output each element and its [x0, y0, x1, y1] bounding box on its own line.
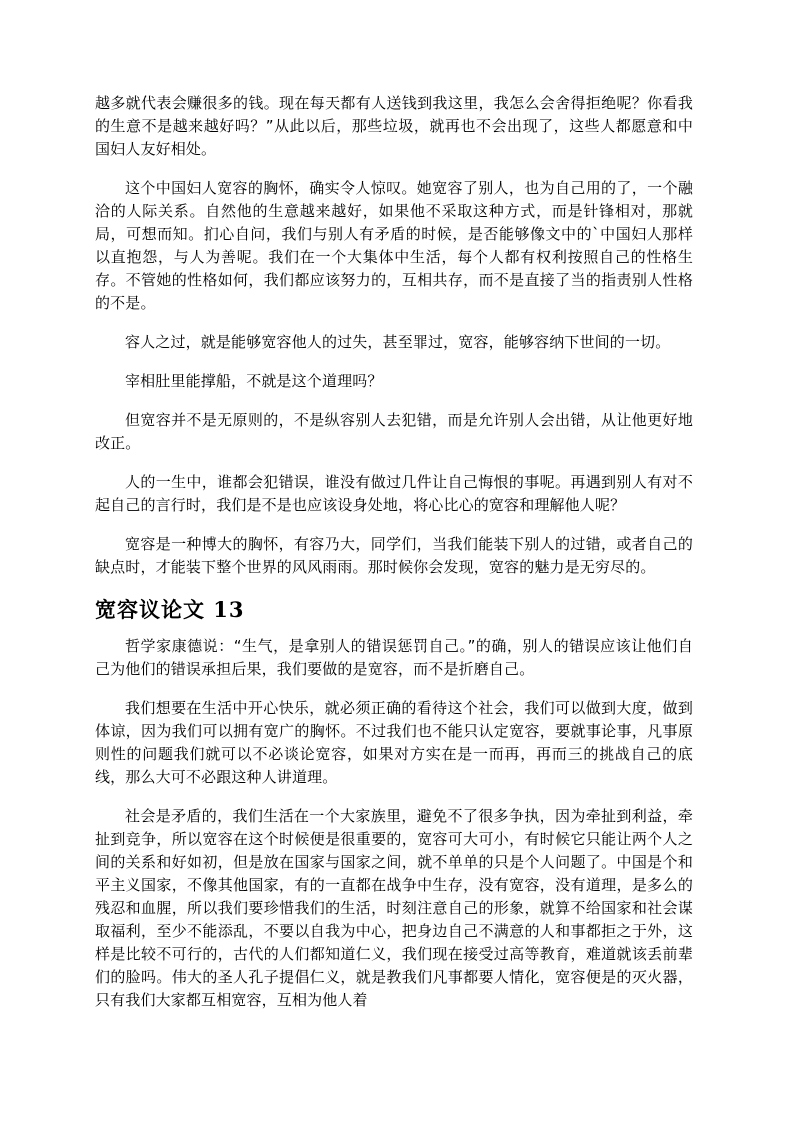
paragraph: 哲学家康德说：“生气，是拿别人的错误惩罚自己。”的确，别人的错误应该让他们自己为他们的错误承担后果，我们要做的是宽容，而不是折磨自己。 [95, 637, 693, 678]
paragraph: 我们想要在生活中开心快乐，就必须正确的看待这个社会，我们可以做到大度，做到体谅，因为我们可以拥有宽广的胸怀。不过我们也不能只认定宽容，要就事论事，凡事原则性的问题我们就可以不必谈论宽容，如果对方实在是一而再，再而三的挑战自己的底线，那么大可不必跟这种人讲道理。 [95, 699, 693, 786]
paragraph: 宽容是一种博大的胸怀，有容乃大，同学们，当我们能装下别人的过错，或者自己的缺点时，才能装下整个世界的风风雨雨。那时候你会发现，宽容的魅力是无穷尽的。 [95, 535, 693, 576]
paragraph: 宰相肚里能撑船，不就是这个道理吗？ [125, 372, 383, 390]
paragraph: 越多就代表会赚很多的钱。现在每天都有人送钱到我这里，我怎么会舍得拒绝呢？你看我的生意不是越来越好吗？”从此以后，那些垃圾，就再也不会出现了，这些人都愿意和中国妇人友好相处。 [95, 94, 693, 158]
document-body [95, 92, 693, 1028]
paragraph: 容人之过，就是能够宽容他人的过失，甚至罪过，宽容，能够容纳下世间的一切。 [125, 333, 671, 351]
paragraph: 但宽容并不是无原则的，不是纵容别人去犯错，而是允许别人会出错，从让他更好地改正。 [95, 411, 693, 452]
paragraph: 这个中国妇人宽容的胸怀，确实令人惊叹。她宽容了别人，也为自己用的了，一个融洽的人际关系。自然他的生意越来越好，如果他不采取这种方式，而是针锋相对，那就局，可想而知。扪心自问，我们与别人有矛盾的时候，是否能够像文中的`中国妇人那样以直抱怨，与人为善呢。我们在一个大集体中生活，每个人都有权利按照自己的性格生存。不管她的性格如何，我们都应该努力的，互相共存，而不是直接了当的指责别人性格的不是。 [95, 179, 693, 312]
paragraph: 人的一生中，谁都会犯错误，谁没有做过几件让自己悔恨的事呢。再遇到别人有对不起自己的言行时，我们是不是也应该设身处地，将心比心的宽容和理解他人呢？ [95, 473, 693, 514]
section-heading: 宽容议论文 13 [95, 597, 245, 622]
paragraph: 社会是矛盾的，我们生活在一个大家族里，避免不了很多争执，因为牵扯到利益，牵扯到竞争，所以宽容在这个时候便是很重要的，宽容可大可小，有时候它只能让两个人之间的关系和好如初，但是放在国家与国家之间，就不单单的只是个人问题了。中国是个和平主义国家，不像其他国家，有的一直都在战争中生存，没有宽容，没有道理，是多么的残忍和血腥，所以我们要珍惜我们的生活，时刻注意自己的形象，就算不给国家和社会谋取福利，至少不能添乱，不要以自我为中心，把身边自己不满意的人和事都拒之于外，这样是比较不可行的，古代的人们都知道仁义，我们现在接受过高等教育，难道就该丢前辈们的脸吗。伟大的圣人孔子提倡仁义，就是教我们凡事都要人情化，宽容便是的灭火器，只有我们大家都互相宽容，互相为他人着 [95, 807, 693, 1009]
